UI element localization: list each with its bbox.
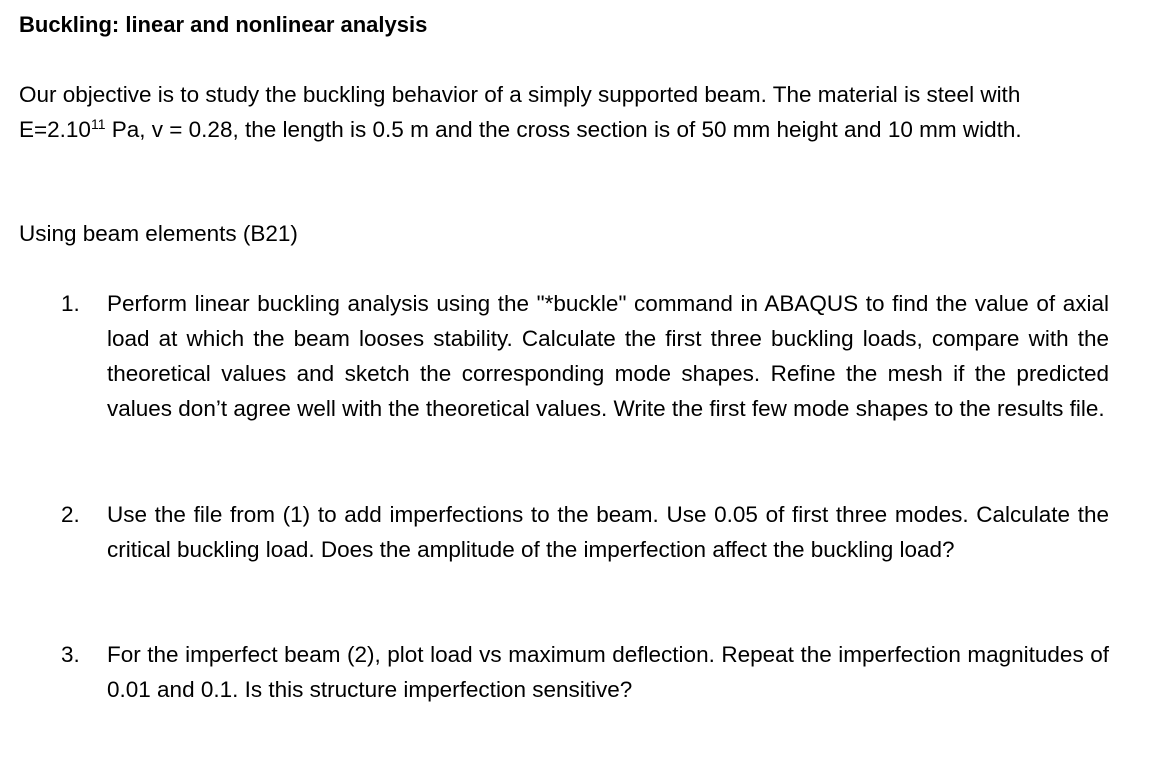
document-title: Buckling: linear and nonlinear analysis (19, 12, 428, 37)
task-number-1: 1. (61, 291, 80, 316)
task-item-1 (19, 286, 1109, 426)
task-item-3 (19, 637, 1109, 707)
intro-paragraph (19, 77, 1109, 147)
task-text-3: For the imperfect beam (2), plot load vs maximum deflection. Repeat the imperfection magnitudes of 0.01 and 0.1. Is this structure imperfection sensitive? (107, 642, 1109, 702)
intro-text-before-exponent: Our objective is to study the buckling behavior of a simply supported beam. The material is steel with E=2.10 (19, 82, 1021, 142)
task-number-3: 3. (61, 642, 80, 667)
task-number-2: 2. (61, 502, 80, 527)
task-text-2: Use the file from (1) to add imperfections to the beam. Use 0.05 of first three modes. Calculate the critical buckling load. Does the amplitude of the imperfection affect the buckling load? (107, 502, 1109, 562)
task-item-2 (19, 497, 1109, 567)
task-text-1: Perform linear buckling analysis using the "*buckle" command in ABAQUS to find the value of axial load at which the beam looses stability. Calculate the first three buckling loads, compare with the theoretical values and sketch the corresponding mode shapes. Refine the mesh if the predicted values don’t agree well with the theoretical values. Write the first few mode shapes to the results file. (107, 291, 1109, 421)
intro-exponent: 11 (90, 116, 106, 132)
intro-text-after-exponent: Pa, v = 0.28, the length is 0.5 m and the cross section is of 50 mm height and 10 mm width. (105, 117, 1022, 142)
element-type-line: Using beam elements (B21) (19, 221, 298, 246)
